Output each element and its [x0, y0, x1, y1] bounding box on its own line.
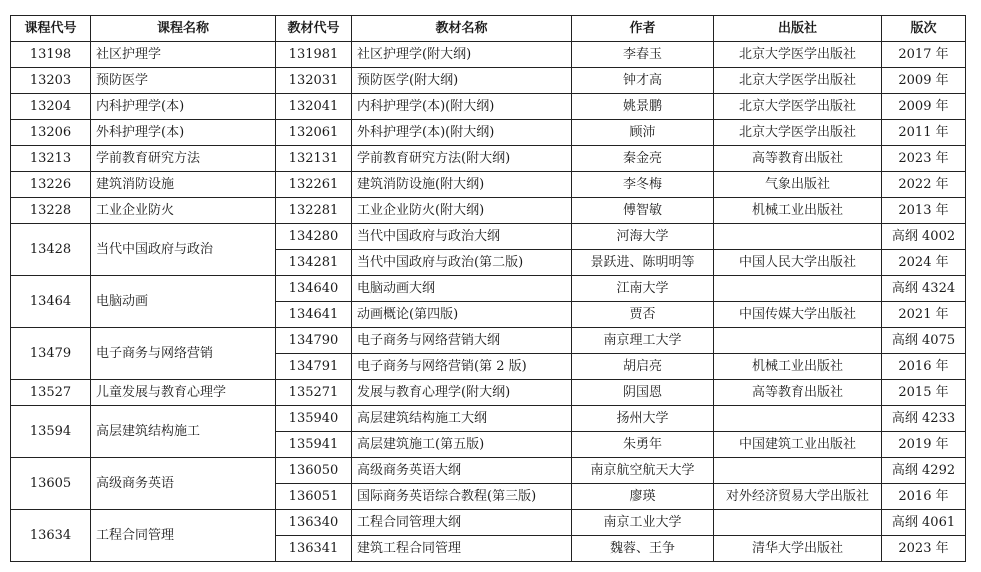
book-code-cell: 132131	[276, 146, 352, 172]
textbook-table-page	[10, 15, 965, 562]
book-code-cell: 135941	[276, 432, 352, 458]
course-name-cell: 学前教育研究方法	[91, 146, 276, 172]
edition-cell: 2015 年	[882, 380, 966, 406]
course-code-cell: 13479	[11, 328, 91, 380]
author-cell: 廖瑛	[572, 484, 714, 510]
course-name-cell: 预防医学	[91, 68, 276, 94]
table-row	[11, 94, 966, 120]
edition-cell: 高纲 4292	[882, 458, 966, 484]
book-code-cell: 135271	[276, 380, 352, 406]
author-cell: 李春玉	[572, 42, 714, 68]
book-code-cell: 131981	[276, 42, 352, 68]
book-name-cell: 电子商务与网络营销大纲	[352, 328, 572, 354]
edition-cell: 2021 年	[882, 302, 966, 328]
course-name-cell: 高级商务英语	[91, 458, 276, 510]
book-name-cell: 学前教育研究方法(附大纲)	[352, 146, 572, 172]
edition-cell: 2019 年	[882, 432, 966, 458]
book-name-cell: 建筑消防设施(附大纲)	[352, 172, 572, 198]
author-cell: 朱勇年	[572, 432, 714, 458]
course-code-cell: 13213	[11, 146, 91, 172]
col-header-course-code: 课程代号	[11, 16, 91, 42]
table-row	[11, 68, 966, 94]
publisher-cell	[714, 224, 882, 250]
edition-cell: 高纲 4324	[882, 276, 966, 302]
course-code-cell: 13198	[11, 42, 91, 68]
table-row	[11, 224, 966, 250]
table-row	[11, 120, 966, 146]
edition-cell: 2023 年	[882, 536, 966, 562]
course-code-cell: 13228	[11, 198, 91, 224]
book-code-cell: 134281	[276, 250, 352, 276]
book-name-cell: 当代中国政府与政治(第二版)	[352, 250, 572, 276]
course-name-cell: 儿童发展与教育心理学	[91, 380, 276, 406]
edition-cell: 2016 年	[882, 354, 966, 380]
edition-cell: 2023 年	[882, 146, 966, 172]
edition-cell: 高纲 4233	[882, 406, 966, 432]
book-name-cell: 高层建筑施工(第五版)	[352, 432, 572, 458]
table-row	[11, 328, 966, 354]
publisher-cell: 对外经济贸易大学出版社	[714, 484, 882, 510]
publisher-cell: 机械工业出版社	[714, 198, 882, 224]
course-code-cell: 13594	[11, 406, 91, 458]
author-cell: 胡启亮	[572, 354, 714, 380]
edition-cell: 2017 年	[882, 42, 966, 68]
author-cell: 江南大学	[572, 276, 714, 302]
edition-cell: 2009 年	[882, 94, 966, 120]
author-cell: 南京理工大学	[572, 328, 714, 354]
publisher-cell: 高等教育出版社	[714, 380, 882, 406]
course-code-cell: 13206	[11, 120, 91, 146]
book-name-cell: 电子商务与网络营销(第 2 版)	[352, 354, 572, 380]
col-header-course-name: 课程名称	[91, 16, 276, 42]
edition-cell: 2009 年	[882, 68, 966, 94]
publisher-cell: 北京大学医学出版社	[714, 94, 882, 120]
publisher-cell: 北京大学医学出版社	[714, 68, 882, 94]
publisher-cell: 北京大学医学出版社	[714, 42, 882, 68]
book-code-cell: 134640	[276, 276, 352, 302]
publisher-cell: 中国传媒大学出版社	[714, 302, 882, 328]
author-cell: 南京航空航天大学	[572, 458, 714, 484]
publisher-cell	[714, 328, 882, 354]
table-body	[11, 42, 966, 562]
table-row	[11, 406, 966, 432]
edition-cell: 2024 年	[882, 250, 966, 276]
book-name-cell: 工业企业防火(附大纲)	[352, 198, 572, 224]
edition-cell: 2011 年	[882, 120, 966, 146]
course-code-cell: 13605	[11, 458, 91, 510]
book-code-cell: 132061	[276, 120, 352, 146]
publisher-cell: 北京大学医学出版社	[714, 120, 882, 146]
course-name-cell: 电脑动画	[91, 276, 276, 328]
table-row	[11, 510, 966, 536]
course-name-cell: 内科护理学(本)	[91, 94, 276, 120]
book-name-cell: 电脑动画大纲	[352, 276, 572, 302]
publisher-cell	[714, 458, 882, 484]
author-cell: 钟才高	[572, 68, 714, 94]
book-code-cell: 132261	[276, 172, 352, 198]
course-code-cell: 13428	[11, 224, 91, 276]
book-name-cell: 内科护理学(本)(附大纲)	[352, 94, 572, 120]
col-header-publisher: 出版社	[714, 16, 882, 42]
book-name-cell: 预防医学(附大纲)	[352, 68, 572, 94]
book-name-cell: 高级商务英语大纲	[352, 458, 572, 484]
author-cell: 景跃进、陈明明等	[572, 250, 714, 276]
book-code-cell: 136341	[276, 536, 352, 562]
author-cell: 贾否	[572, 302, 714, 328]
course-name-cell: 当代中国政府与政治	[91, 224, 276, 276]
author-cell: 李冬梅	[572, 172, 714, 198]
author-cell: 顾沛	[572, 120, 714, 146]
col-header-author: 作者	[572, 16, 714, 42]
author-cell: 扬州大学	[572, 406, 714, 432]
book-name-cell: 高层建筑结构施工大纲	[352, 406, 572, 432]
author-cell: 秦金亮	[572, 146, 714, 172]
edition-cell: 高纲 4061	[882, 510, 966, 536]
author-cell: 河海大学	[572, 224, 714, 250]
course-name-cell: 高层建筑结构施工	[91, 406, 276, 458]
publisher-cell	[714, 276, 882, 302]
publisher-cell: 中国建筑工业出版社	[714, 432, 882, 458]
publisher-cell: 中国人民大学出版社	[714, 250, 882, 276]
table-row	[11, 458, 966, 484]
book-name-cell: 社区护理学(附大纲)	[352, 42, 572, 68]
table-row	[11, 380, 966, 406]
course-code-cell: 13226	[11, 172, 91, 198]
publisher-cell	[714, 510, 882, 536]
publisher-cell: 机械工业出版社	[714, 354, 882, 380]
col-header-book-code: 教材代号	[276, 16, 352, 42]
book-code-cell: 136051	[276, 484, 352, 510]
table-row	[11, 172, 966, 198]
course-code-cell: 13204	[11, 94, 91, 120]
course-name-cell: 工业企业防火	[91, 198, 276, 224]
book-code-cell: 136050	[276, 458, 352, 484]
book-code-cell: 134790	[276, 328, 352, 354]
publisher-cell: 清华大学出版社	[714, 536, 882, 562]
course-name-cell: 建筑消防设施	[91, 172, 276, 198]
book-code-cell: 136340	[276, 510, 352, 536]
table-row	[11, 198, 966, 224]
book-code-cell: 132031	[276, 68, 352, 94]
textbook-table	[10, 15, 966, 562]
book-name-cell: 外科护理学(本)(附大纲)	[352, 120, 572, 146]
author-cell: 傅智敏	[572, 198, 714, 224]
edition-cell: 2013 年	[882, 198, 966, 224]
author-cell: 阴国恩	[572, 380, 714, 406]
edition-cell: 2016 年	[882, 484, 966, 510]
course-code-cell: 13464	[11, 276, 91, 328]
author-cell: 魏蓉、王争	[572, 536, 714, 562]
author-cell: 南京工业大学	[572, 510, 714, 536]
edition-cell: 高纲 4002	[882, 224, 966, 250]
book-code-cell: 134280	[276, 224, 352, 250]
publisher-cell: 气象出版社	[714, 172, 882, 198]
book-name-cell: 国际商务英语综合教程(第三版)	[352, 484, 572, 510]
table-row	[11, 276, 966, 302]
author-cell: 姚景鹏	[572, 94, 714, 120]
table-row	[11, 146, 966, 172]
col-header-edition: 版次	[882, 16, 966, 42]
book-name-cell: 发展与教育心理学(附大纲)	[352, 380, 572, 406]
book-name-cell: 动画概论(第四版)	[352, 302, 572, 328]
book-code-cell: 135940	[276, 406, 352, 432]
edition-cell: 高纲 4075	[882, 328, 966, 354]
publisher-cell: 高等教育出版社	[714, 146, 882, 172]
edition-cell: 2022 年	[882, 172, 966, 198]
book-name-cell: 当代中国政府与政治大纲	[352, 224, 572, 250]
course-code-cell: 13527	[11, 380, 91, 406]
header-row	[11, 16, 966, 42]
book-name-cell: 建筑工程合同管理	[352, 536, 572, 562]
course-code-cell: 13634	[11, 510, 91, 562]
book-code-cell: 134791	[276, 354, 352, 380]
book-code-cell: 134641	[276, 302, 352, 328]
course-name-cell: 工程合同管理	[91, 510, 276, 562]
table-row	[11, 42, 966, 68]
course-name-cell: 电子商务与网络营销	[91, 328, 276, 380]
course-name-cell: 外科护理学(本)	[91, 120, 276, 146]
col-header-book-name: 教材名称	[352, 16, 572, 42]
course-code-cell: 13203	[11, 68, 91, 94]
course-name-cell: 社区护理学	[91, 42, 276, 68]
book-code-cell: 132281	[276, 198, 352, 224]
book-name-cell: 工程合同管理大纲	[352, 510, 572, 536]
publisher-cell	[714, 406, 882, 432]
book-code-cell: 132041	[276, 94, 352, 120]
